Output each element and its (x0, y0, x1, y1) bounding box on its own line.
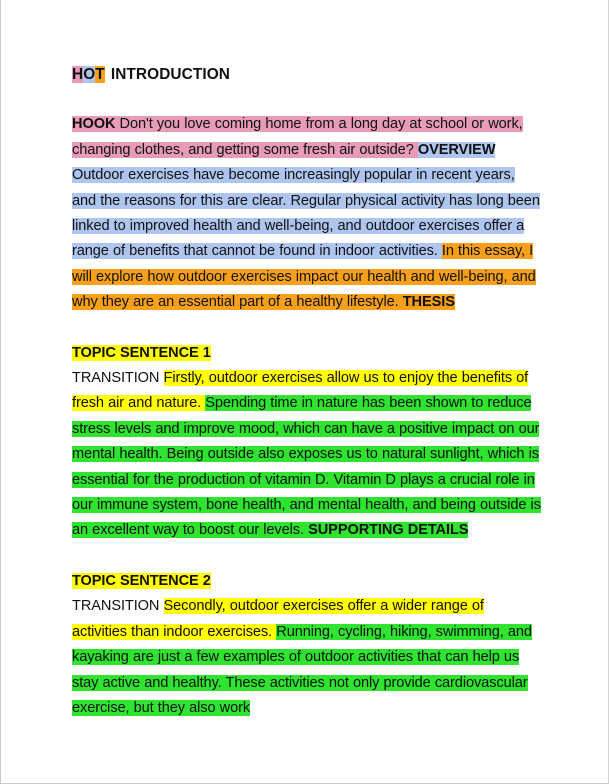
essay-text-run: Don't you love coming home from a long day at school or work, changing clothes, and getting some fresh air outside? (72, 116, 523, 158)
document-body (72, 62, 542, 721)
essay-text-run (159, 370, 163, 386)
section-heading-body-paragraph-1 (72, 341, 542, 366)
structure-label: OVERVIEW (417, 141, 496, 158)
essay-text-run: In this essay, I will explore how outdoor exercises impact our health and well-being, and why they are an essential part of a healthy lifestyle. (72, 243, 536, 311)
acronym-letter-h: H (72, 66, 84, 83)
structure-label: TOPIC SENTENCE 2 (72, 572, 211, 589)
page-title (72, 62, 542, 87)
acronym-letter-t: T (95, 66, 105, 83)
page-title-text: INTRODUCTION (110, 66, 230, 83)
essay-text-run: Outdoor exercises have become increasingly popular in recent years, and the reasons for this are clear. Regular physical activity has long been linked to improved health and well-being, and outdoor exercises offer a range of benefits that cannot be found in indoor activities. (72, 167, 540, 260)
title-spacer (72, 87, 542, 112)
acronym-letter-o: O (83, 66, 96, 83)
essay-text-run: Secondly, outdoor exercises offer a wider range of activities than indoor exercises. (72, 598, 484, 640)
essay-text-run (159, 598, 163, 614)
structure-label: HOOK (72, 116, 116, 133)
paragraph-introduction (72, 112, 542, 315)
structure-label: TRANSITION (72, 598, 160, 615)
structure-label: TRANSITION (72, 370, 160, 387)
paragraph-container (72, 112, 542, 721)
paragraph-body-paragraph-2 (72, 594, 542, 721)
structure-label: SUPPORTING DETAILS (308, 522, 469, 539)
structure-label: THESIS (402, 294, 455, 311)
paragraph-body-paragraph-1 (72, 366, 542, 544)
essay-text-run: Firstly, outdoor exercises allow us to enjoy the benefits of fresh air and nature. (72, 370, 529, 412)
essay-text-run: Running, cycling, hiking, swimming, and kayaking are just a few examples of outdoor activities that can help us stay active and healthy. These activities not only provide cardiovascular exercise, but they also work (72, 623, 532, 716)
structure-label: TOPIC SENTENCE 1 (72, 344, 211, 361)
essay-text-run: Spending time in nature has been shown to reduce stress levels and improve mood, which can have a positive impact on our mental health. Being outside also exposes us to natural sunlight, which is essential for the production of vitamin D. Vitamin D plays a crucial role in our immune system, bone health, and mental health, and being outside is an excellent way to boost our levels. (72, 395, 541, 539)
section-heading-body-paragraph-2 (72, 569, 542, 594)
